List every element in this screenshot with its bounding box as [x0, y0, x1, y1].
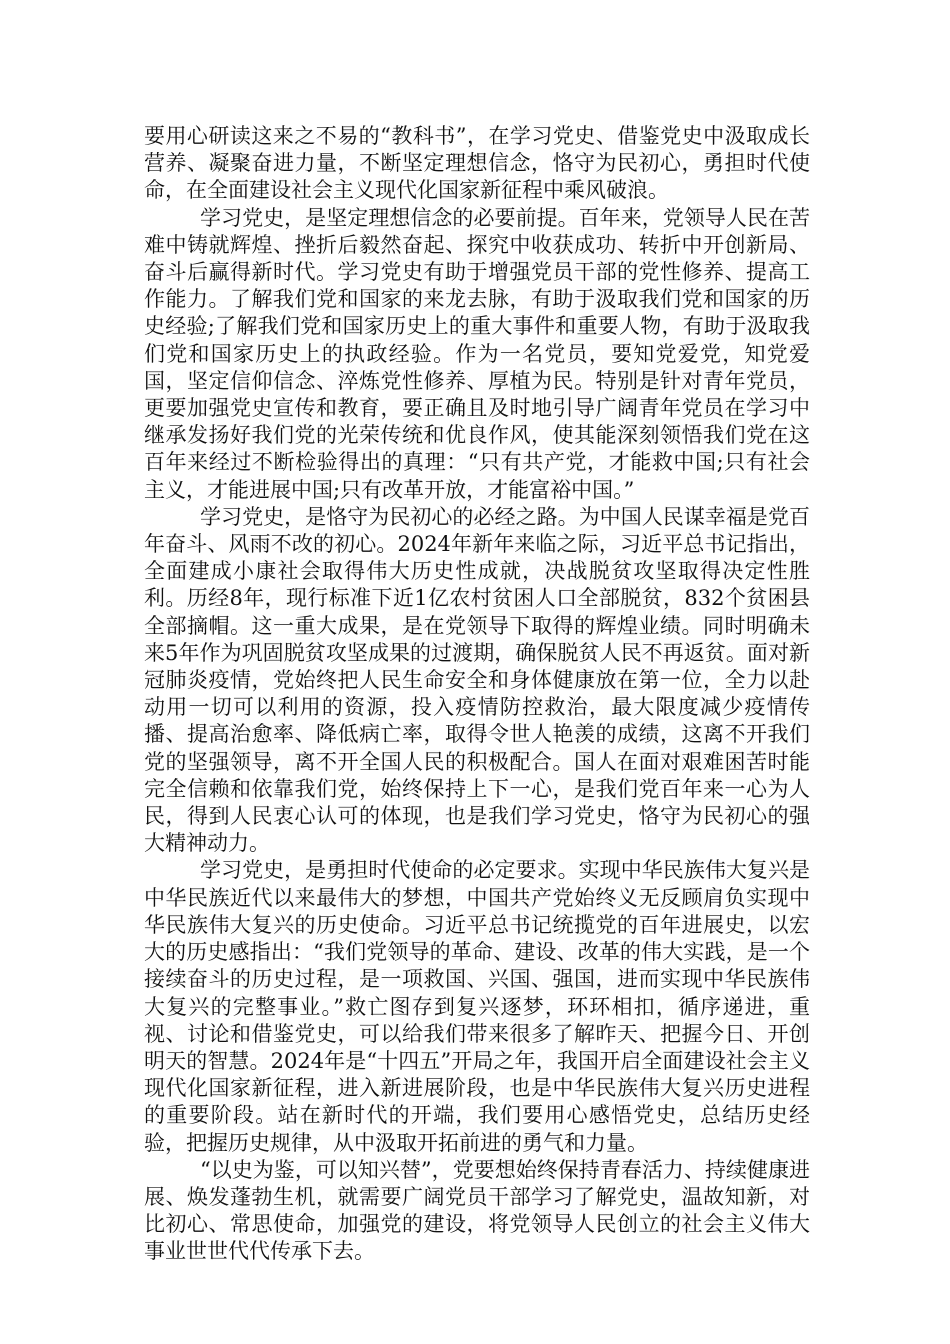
- paragraph-original-aspiration: 学习党史，是恪守为民初心的必经之路。为中国人民谋幸福是党百年奋斗、风雨不改的初心。2024年新年来临之际，习近平总书记指出，全面建成小康社会取得伟大历史性成就，决战脱贫攻坚取得决定性胜利。历经8年，现行标准下近1亿农村贫困人口全部脱贫，832个贫困县全部摘帽。这一重大成果，是在党领导下取得的辉煌业绩。同时明确未来5年作为巩固脱贫攻坚成果的过渡期，确保脱贫人民不再返贫。面对新冠肺炎疫情，党始终把人民生命安全和身体健康放在第一位，全力以赴动用一切可以利用的资源，投入疫情防控救治，最大限度减少疫情传播、提高治愈率、降低病亡率，取得令世人艳羡的成绩，这离不开我们党的坚强领导，离不开全国人民的积极配合。国人在面对艰难困苦时能完全信赖和依靠我们党，始终保持上下一心，是我们党百年来一心为人民，得到人民衷心认可的体现，也是我们学习党史，恪守为民初心的强大精神动力。: [144, 504, 810, 856]
- document-page: [144, 123, 810, 1266]
- paragraph-intro: 要用心研读这来之不易的“教科书”，在学习党史、借鉴党史中汲取成长营养、凝聚奋进力量，不断坚定理想信念，恪守为民初心，勇担时代使命，在全面建设社会主义现代化国家新征程中乘风破浪。: [144, 124, 810, 203]
- paragraph-mission: 学习党史，是勇担时代使命的必定要求。实现中华民族伟大复兴是中华民族近代以来最伟大的梦想，中国共产党始终义无反顾肩负实现中华民族伟大复兴的历史使命。习近平总书记统揽党的百年进展史，以宏大的历史感指出：“我们党领导的革命、建设、改革的伟大实践，是一个接续奋斗的历史过程，是一项救国、兴国、强国，进而实现中华民族伟大复兴的完整事业。”救亡图存到复兴逐梦，环环相扣，循序递进，重视、讨论和借鉴党史，可以给我们带来很多了解昨天、把握今日、开创明天的智慧。2024年是“十四五”开局之年，我国开启全面建设社会主义现代化国家新征程，进入新进展阶段，也是中华民族伟大复兴历史进程的重要阶段。站在新时代的开端，我们要用心感悟党史，总结历史经验，把握历史规律，从中汲取开拓前进的勇气和力量。: [144, 858, 810, 1155]
- paragraph-ideals: 学习党史，是坚定理想信念的必要前提。百年来，党领导人民在苦难中铸就辉煌、挫折后毅然奋起、探究中收获成功、转折中开创新局、奋斗后赢得新时代。学习党史有助于增强党员干部的党性修养、提高工作能力。了解我们党和国家的来龙去脉，有助于汲取我们党和国家的历史经验;了解我们党和国家历史上的重大事件和重要人物，有助于汲取我们党和国家历史上的执政经验。作为一名党员，要知党爱党，知党爱国，坚定信仰信念、淬炼党性修养、厚植为民。特别是针对青年党员，更要加强党史宣传和教育，要正确且及时地引导广阔青年党员在学习中继承发扬好我们党的光荣传统和优良作风，使其能深刻领悟我们党在这百年来经过不断检验得出的真理：“只有共产党，才能救中国;只有社会主义，才能进展中国;只有改革开放，才能富裕中国。”: [144, 205, 810, 502]
- paragraph-conclusion: “以史为鉴，可以知兴替”，党要想始终保持青春活力、持续健康进展、焕发蓬勃生机，就需要广阔党员干部学习了解党史，温故知新，对比初心、常思使命，加强党的建设，将党领导人民创立的社会主义伟大事业世世代代传承下去。: [144, 1157, 810, 1264]
